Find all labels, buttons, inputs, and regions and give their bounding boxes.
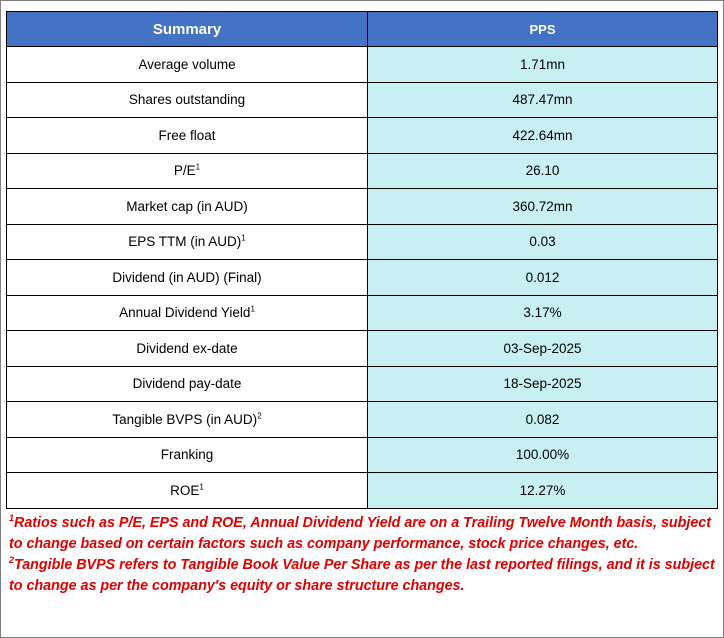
footnote-marker: 1	[250, 304, 255, 314]
table-body	[7, 47, 718, 509]
row-value: 3.17%	[368, 295, 718, 331]
row-value: 0.03	[368, 224, 718, 260]
row-label-text: P/E	[173, 163, 196, 179]
summary-table	[6, 11, 718, 509]
footnote	[9, 555, 715, 597]
table-row	[7, 473, 718, 509]
row-label-text: EPS TTM (in AUD)	[128, 234, 242, 250]
table-row	[7, 437, 718, 473]
row-label	[7, 331, 368, 367]
row-value: 0.082	[368, 402, 718, 438]
row-label-text: Average volume	[138, 56, 236, 72]
footnotes	[9, 513, 715, 597]
table-row	[7, 82, 718, 118]
table-row	[7, 118, 718, 154]
footnote	[9, 513, 715, 555]
row-value: 26.10	[368, 153, 718, 189]
row-label	[7, 224, 368, 260]
table-row	[7, 331, 718, 367]
footnote-text: Tangible BVPS refers to Tangible Book Value Per Share as per the last reported filings, and it is subject to change as per the company's equity or share structure changes.	[9, 557, 715, 594]
row-label	[7, 118, 368, 154]
row-value: 422.64mn	[368, 118, 718, 154]
row-label	[7, 366, 368, 402]
row-label-text: Shares outstanding	[128, 92, 246, 108]
row-label-text: ROE	[170, 482, 200, 498]
row-label	[7, 473, 368, 509]
table-row	[7, 224, 718, 260]
table-row	[7, 260, 718, 296]
table-row	[7, 402, 718, 438]
row-value: 03-Sep-2025	[368, 331, 718, 367]
footnote-number: 1	[9, 513, 15, 524]
row-value: 18-Sep-2025	[368, 366, 718, 402]
row-value: 100.00%	[368, 437, 718, 473]
row-label-text: Annual Dividend Yield	[119, 305, 251, 321]
row-value: 360.72mn	[368, 189, 718, 225]
row-label	[7, 47, 368, 83]
table-row	[7, 47, 718, 83]
row-label	[7, 189, 368, 225]
table-row	[7, 153, 718, 189]
header-summary: Summary	[7, 12, 368, 47]
row-value: 0.012	[368, 260, 718, 296]
table-row	[7, 295, 718, 331]
row-label	[7, 437, 368, 473]
row-label-text: Dividend ex-date	[136, 340, 238, 356]
row-label	[7, 402, 368, 438]
footnote-marker: 1	[195, 162, 201, 172]
footnote-text: Ratios such as P/E, EPS and ROE, Annual Dividend Yield are on a Trailing Twelve Month basis, subject to change based on certain factors such as company performance, stock price changes, etc.	[9, 515, 712, 552]
row-label	[7, 153, 368, 189]
footnote-marker: 1	[241, 233, 246, 243]
table-header-row	[7, 12, 718, 47]
footnote-marker: 1	[199, 482, 204, 492]
row-label-text: Dividend (in AUD) (Final)	[112, 269, 262, 285]
footnote-number: 2	[9, 555, 15, 566]
row-label-text: Dividend pay-date	[132, 376, 242, 392]
table-row	[7, 189, 718, 225]
table-row	[7, 366, 718, 402]
row-value: 1.71mn	[368, 47, 718, 83]
row-label	[7, 295, 368, 331]
row-label-text: Market cap (in AUD)	[126, 198, 248, 214]
row-value: 487.47mn	[368, 82, 718, 118]
row-label	[7, 260, 368, 296]
footnote-marker: 2	[257, 411, 262, 421]
row-value: 12.27%	[368, 473, 718, 509]
header-ticker: PPS	[368, 12, 718, 47]
row-label-text: Tangible BVPS (in AUD)	[112, 411, 258, 427]
row-label-text: Free float	[158, 127, 216, 143]
row-label	[7, 82, 368, 118]
row-label-text: Franking	[160, 447, 214, 463]
